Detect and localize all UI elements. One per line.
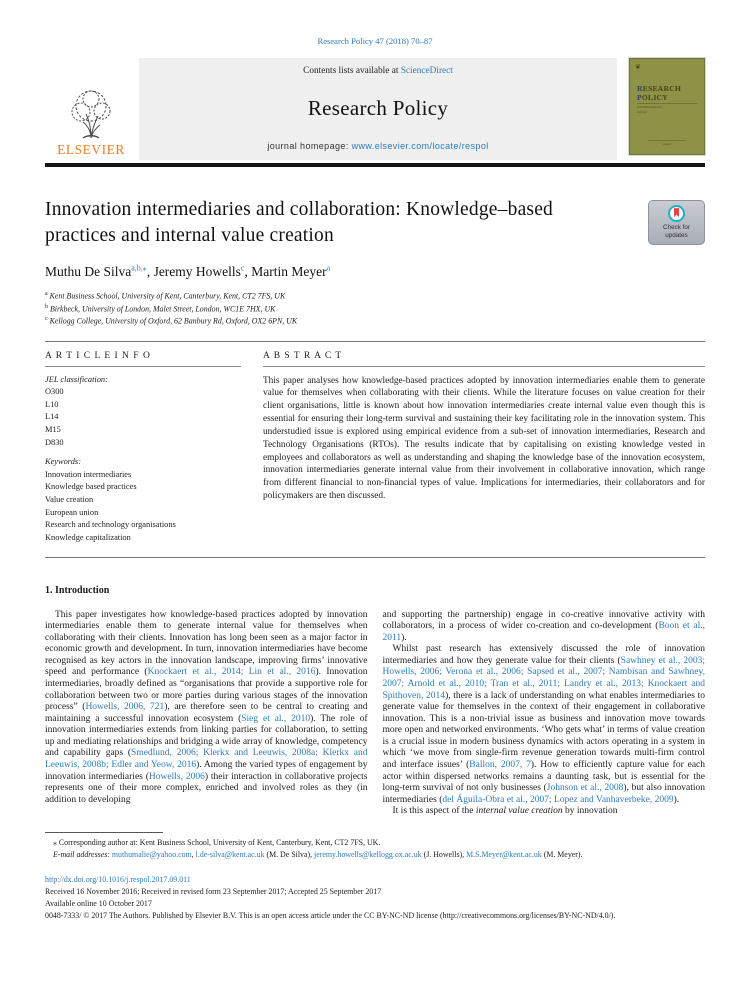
doi-link[interactable]: http://dx.doi.org/10.1016/j.respol.2017.09.011 <box>45 874 191 884</box>
text-segment: ). <box>673 794 680 805</box>
paragraph <box>45 610 368 807</box>
keyword: European union <box>45 507 99 517</box>
citation-link[interactable]: l.de-silva@kent.ac.uk <box>195 849 265 859</box>
authors-line <box>45 264 705 281</box>
elsevier-logo <box>45 58 137 160</box>
elsevier-tree-icon <box>61 86 121 146</box>
cover-title <box>637 85 681 102</box>
journal-cover-thumbnail[interactable] <box>629 58 705 155</box>
cover-word2: OLICY <box>641 92 668 102</box>
article-info-heading: A R T I C L E I N F O <box>45 351 241 367</box>
text-segment: This paper investigates how knowledge-based practices adopted by innovation intermediaries enable them to generate internal value for themselves when collaborating with their clients. Innovation has long been seen as a major factor in economic growth and development. In turn, innovation intermediaries have become recognised as key actors in the innovation landscape, improving firms’ innovative speed and performance ( <box>45 609 368 678</box>
citation-link[interactable]: Sieg et al., 2010 <box>241 713 311 724</box>
text-segment: Corresponding author at: Kent Business School, University of Kent, Canterbury, Kent, CT2 7FS, UK. <box>58 837 381 847</box>
masthead <box>45 58 705 160</box>
citation-link[interactable]: M.S.Meyer@kent.ac.uk <box>466 849 542 859</box>
article-footer <box>45 874 705 923</box>
affiliations <box>45 290 705 327</box>
jel-label: JEL classification: <box>45 374 108 384</box>
info-abstract-bottom-rule <box>45 557 705 558</box>
body-columns <box>45 610 705 818</box>
body-column-left <box>45 610 368 818</box>
text-segment: ⁎ <box>53 837 59 847</box>
cover-subtext: ▪▪▪▪▪▪▪▪▪▪▪▪▪▪▪▪▪▪▪▪▪▪ ▪▪▪▪▪▪▪▪▪ <box>637 103 698 115</box>
jel-code: M15 <box>45 425 61 435</box>
affiliation: $^b$ Birkbeck, University of London, Malet Street, London, WC1E 7HX, UK <box>45 303 276 314</box>
text-segment: (M. De Silva), <box>264 849 315 859</box>
text-segment: ). <box>401 632 407 643</box>
keyword: Knowledge capitalization <box>45 532 131 542</box>
info-abstract-section <box>45 342 705 545</box>
text-segment: ). Among the varied types of engagement by innovation intermediaries ( <box>45 760 368 782</box>
citation-link[interactable]: Howells, 2006, 721 <box>85 702 165 713</box>
badge-line2: updates <box>665 232 688 239</box>
abstract-text: This paper analyses how knowledge-based practices adopted by innovation intermediaries enable them to generate value for themselves when collaborating with their clients. While the literature focuses on value creation for their client organisations, little is known about how innovation intermediaries create internal value even though this is essential for ensuring their long-term survival and sustaining their key facilitating role in the innovation system. This understudied issue is explored using empirical evidence from a sub-set of innovation intermediaries, Research and Technology Organisations (RTOs). The results indicate that by capitalising on existing knowledge vested in employees and collaborators as well as understanding and shaping the knowledge base of the innovation ecosystem, innovation intermediaries generate internal value from their involvement in collaborative innovation, which range from different financial to non-financial types of value. Implications for intermediaries, their collaborators and for policymakers are then discussed. <box>263 375 705 502</box>
cover-cell <box>617 58 705 160</box>
citation-link[interactable]: Ballon, 2007, 7 <box>469 760 531 771</box>
text-segment: , <box>191 849 196 859</box>
badge-line1: Check for <box>663 224 690 232</box>
citation-link[interactable]: Howells, 2006 <box>148 771 205 782</box>
text-segment: E-mail addresses: <box>53 849 112 859</box>
jel-code: O300 <box>45 387 64 397</box>
copyright-line: 0048-7333/ © 2017 The Authors. Published by Elsevier B.V. This is an open access article under the CC BY-NC-ND license (http://creativecommons.org/licenses/BY-NC-ND/4.0/). <box>45 911 616 921</box>
contents-prefix: Contents lists available at <box>303 66 401 76</box>
author: Jeremy Howells$^c$, <box>153 263 252 280</box>
keyword: Value creation <box>45 495 94 505</box>
keyword: Research and technology organisations <box>45 520 176 530</box>
cover-footer: ▪▪▪▪▪▪▪▪ <box>648 140 686 146</box>
cover-cap2: P <box>637 92 642 102</box>
jel-code: L10 <box>45 399 59 409</box>
text-segment: ), are therefore seen to be central to creating and maintaining a successful innovation ecosystem ( <box>45 702 368 724</box>
abstract-heading: A B S T R A C T <box>263 351 705 367</box>
citation-link[interactable]: muthumalie@yahoo.com <box>111 849 192 859</box>
paragraph <box>383 806 706 818</box>
footnote-rule <box>45 832 163 833</box>
masthead-center <box>139 58 617 160</box>
paragraph <box>383 644 706 806</box>
elsevier-wordmark: ELSEVIER <box>57 142 125 157</box>
author: Muthu De Silva$^{a,b,⁎}$, <box>45 263 154 280</box>
affiliation: $^c$ Kellogg College, University of Oxford, 62 Banbury Rd, Oxford, OX2 6PN, UK <box>45 316 298 326</box>
citation-link[interactable]: Boon et al., 2011 <box>382 621 705 643</box>
paragraph <box>383 610 706 645</box>
cover-crest-icon: ❦ <box>635 63 641 71</box>
contents-line <box>303 66 453 76</box>
text-segment: Whilst past research has extensively discussed the role of innovation intermediaries and how they generate value for their clients ( <box>382 644 705 666</box>
check-for-updates-button[interactable] <box>648 200 705 245</box>
article-info-column <box>45 351 241 545</box>
keywords-label: Keywords: <box>45 457 81 467</box>
corresponding-author-note <box>45 837 705 849</box>
citation-link[interactable]: del Águila-Obra et al., 2007; Lopez and Vanhaverbeke, 2009 <box>442 794 674 805</box>
text-segment: It is this aspect of the <box>392 806 476 817</box>
text-segment: ). The role of innovation intermediaries extends from linking parties for collaboration, to setting up and mediating relationships and bridging a wide array of knowledge, competency and capability gaps ( <box>45 713 368 759</box>
available-online-line: Available online 10 October 2017 <box>45 899 152 909</box>
text-segment: ), but also innovation intermediaries ( <box>382 783 705 805</box>
author: Martin Meyer$^a$ <box>251 263 331 280</box>
badge-cell <box>615 197 705 250</box>
section-heading-introduction: 1. Introduction <box>45 584 110 596</box>
sciencedirect-link[interactable]: ScienceDirect <box>400 66 453 76</box>
title-block <box>45 197 705 250</box>
text-segment: (M. Meyer). <box>541 849 583 859</box>
page-title: Innovation intermediaries and collaboration: Knowledge–based practices and internal value creation <box>45 199 554 247</box>
affiliation: $^a$ Kent Business School, University of Kent, Canterbury, Kent, CT2 7FS, UK <box>45 291 286 301</box>
homepage-line <box>267 141 488 151</box>
article-info-body <box>45 367 241 545</box>
citation-link[interactable]: Sawhney et al., 2003; Howells, 2006; Verona et al., 2006; Sapsed et al., 2007; Nambisan and Sawhney, 2007; Arnold et al., 2010; Tran et al., 2011; Landry et al., 2013; Knockaert and Spithoven, 2014 <box>382 655 705 701</box>
text-segment: ) their interaction in collaborative projects represents one of their more complex, enriched and involved roles as they (in addition to developing <box>45 771 368 805</box>
masthead-divider <box>45 163 705 167</box>
citation-link[interactable]: Johnson et al., 2008 <box>546 783 624 794</box>
keyword: Innovation intermediaries <box>45 469 132 479</box>
cover-word1: ESEARCH <box>642 84 682 93</box>
text-segment: by innovation <box>562 806 618 817</box>
check-updates-icon <box>668 205 685 222</box>
text-segment: ), there is a lack of understanding on what enables intermediaries to generate value for themselves in the context of their engagement in collaborative innovation. This is a non-trivial issue as business and innovation move towards more open and networked environments. ‘Who gets what’ in terms of value creation is a crucial issue in modern business dynamics with actors operating in a system in which ‘we move from single-firm revenue generation towards multi-firm control and interface issues’ ( <box>382 690 705 771</box>
citation-link[interactable]: jeremy.howells@kellogg.ox.ac.uk <box>314 849 422 859</box>
citation-link[interactable]: Knockaert et al., 2014; Lin et al., 2016 <box>147 667 316 678</box>
journal-reference: Research Policy 47 (2018) 70–87 <box>317 36 433 46</box>
text-segment: internal value creation <box>475 806 563 817</box>
email-addresses-line <box>45 849 705 861</box>
jel-code: L14 <box>45 412 59 422</box>
homepage-prefix: journal homepage: <box>267 141 352 151</box>
jel-code: D830 <box>45 437 64 447</box>
text-segment: and supporting the partnership) engage in co-creative innovative activity with collaborators, in a process of wider co-creation and co-development ( <box>382 609 705 632</box>
received-dates-line: Received 16 November 2016; Received in revised form 23 September 2017; Accepted 25 September 2017 <box>45 886 382 896</box>
homepage-link[interactable]: www.elsevier.com/locate/respol <box>351 141 489 151</box>
body-column-right <box>383 610 706 818</box>
text-segment: ). Innovation intermediaries, broadly defined as “organisations that provide a supportive role for collaboration between two or more parties during various stages of the innovation process” ( <box>45 667 368 713</box>
citation-link[interactable]: Smedlund, 2006; Klerkx and Leeuwis, 2008a; Klerkx and Leeuwis, 2008b; Edler and Yeow, 2016 <box>45 748 368 771</box>
text-segment: ). How to efficiently capture value for each actor within dispersed networks remains a daunting task, but is essential for the long-term survival of not only businesses ( <box>382 760 705 794</box>
abstract-column <box>263 351 705 545</box>
text-segment: (J. Howells), <box>421 849 467 859</box>
journal-masthead-title: Research Policy <box>307 96 449 120</box>
cover-cap1: R <box>637 84 643 93</box>
keyword: Knowledge based practices <box>45 482 137 492</box>
footnote-block <box>45 837 705 861</box>
